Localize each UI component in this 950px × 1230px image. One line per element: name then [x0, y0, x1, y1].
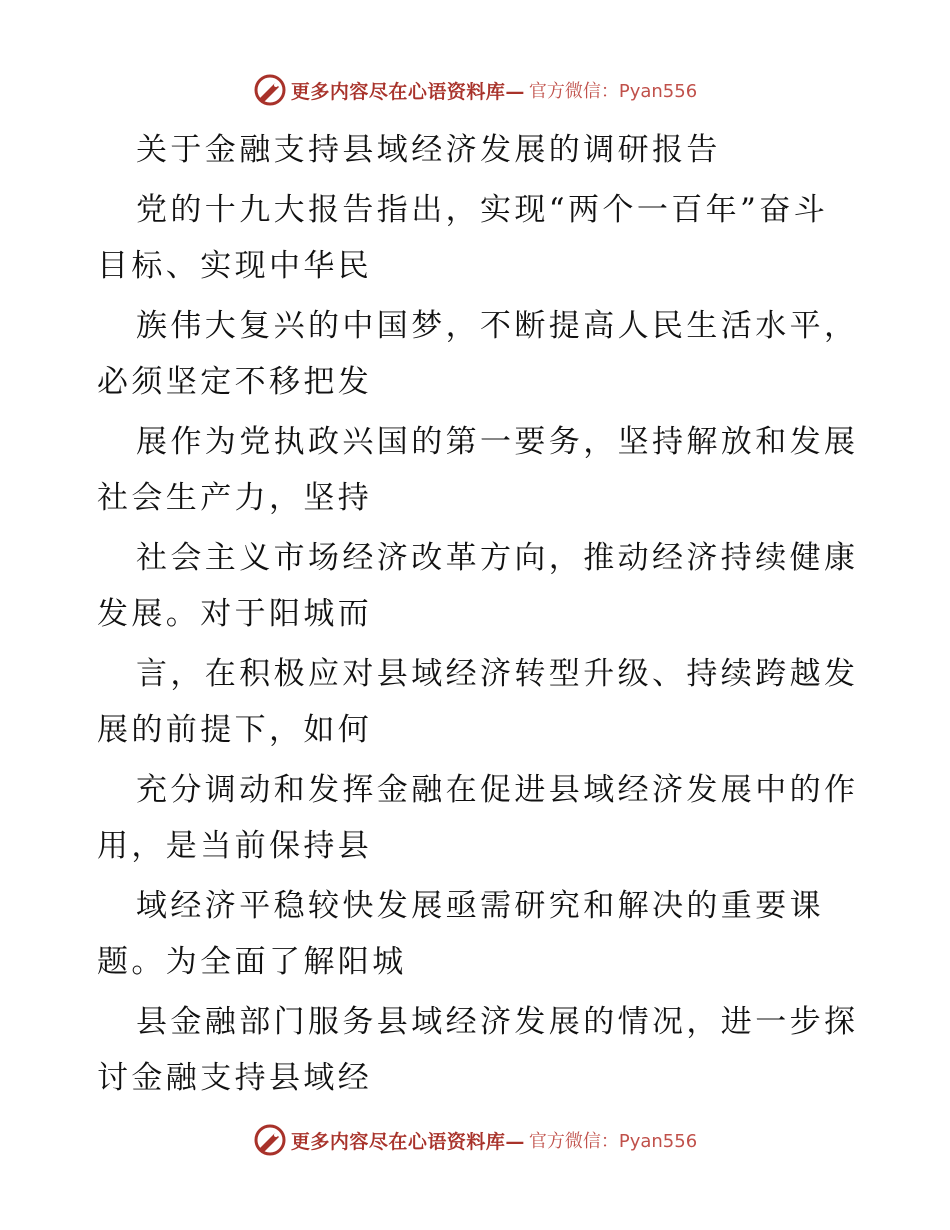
paragraph-line: 展作为党执政兴国的第一要务，坚持解放和发展 — [136, 424, 859, 460]
pen-circle-logo-icon — [253, 1123, 287, 1157]
paragraph-line: 发展。对于阳城而 — [97, 596, 373, 632]
paragraph-line: 县金融部门服务县域经济发展的情况，进一步探 — [136, 1004, 859, 1040]
paragraph-line: 社会生产力，坚持 — [97, 480, 373, 516]
banner-content — [253, 73, 697, 107]
paragraph-line: 用，是当前保持县 — [97, 828, 373, 864]
paragraph-line: 展的前提下，如何 — [97, 712, 373, 748]
header-banner — [0, 70, 950, 110]
footer-banner — [0, 1120, 950, 1160]
banner-text: 更多内容尽在心语资料库— — [290, 80, 525, 103]
banner-content — [253, 1123, 697, 1157]
paragraph-line: 目标、实现中华民 — [97, 248, 373, 284]
paragraph-line: 社会主义市场经济改革方向，推动经济持续健康 — [136, 540, 859, 576]
paragraph-line: 必须坚定不移把发 — [97, 364, 373, 400]
paragraph-line: 域经济平稳较快发展亟需研究和解决的重要课 — [136, 888, 824, 924]
paragraph-line: 党的十九大报告指出，实现“两个一百年”奋斗 — [136, 192, 829, 228]
paragraph-line: 言，在积极应对县域经济转型升级、持续跨越发 — [136, 656, 859, 692]
paragraph-line: 讨金融支持县域经 — [97, 1060, 373, 1096]
pen-circle-logo-icon — [253, 73, 287, 107]
paragraph-line: 族伟大复兴的中国梦，不断提高人民生活水平， — [136, 308, 859, 344]
paragraph-line: 题。为全面了解阳城 — [97, 944, 407, 980]
banner-text: 更多内容尽在心语资料库— — [290, 1130, 525, 1153]
paragraph-line: 充分调动和发挥金融在促进县域经济发展中的作 — [136, 772, 859, 808]
banner-wechat: 官方微信：Pyan556 — [528, 1131, 698, 1152]
banner-wechat: 官方微信：Pyan556 — [528, 81, 698, 102]
document-title: 关于金融支持县域经济发展的调研报告 — [136, 132, 721, 168]
